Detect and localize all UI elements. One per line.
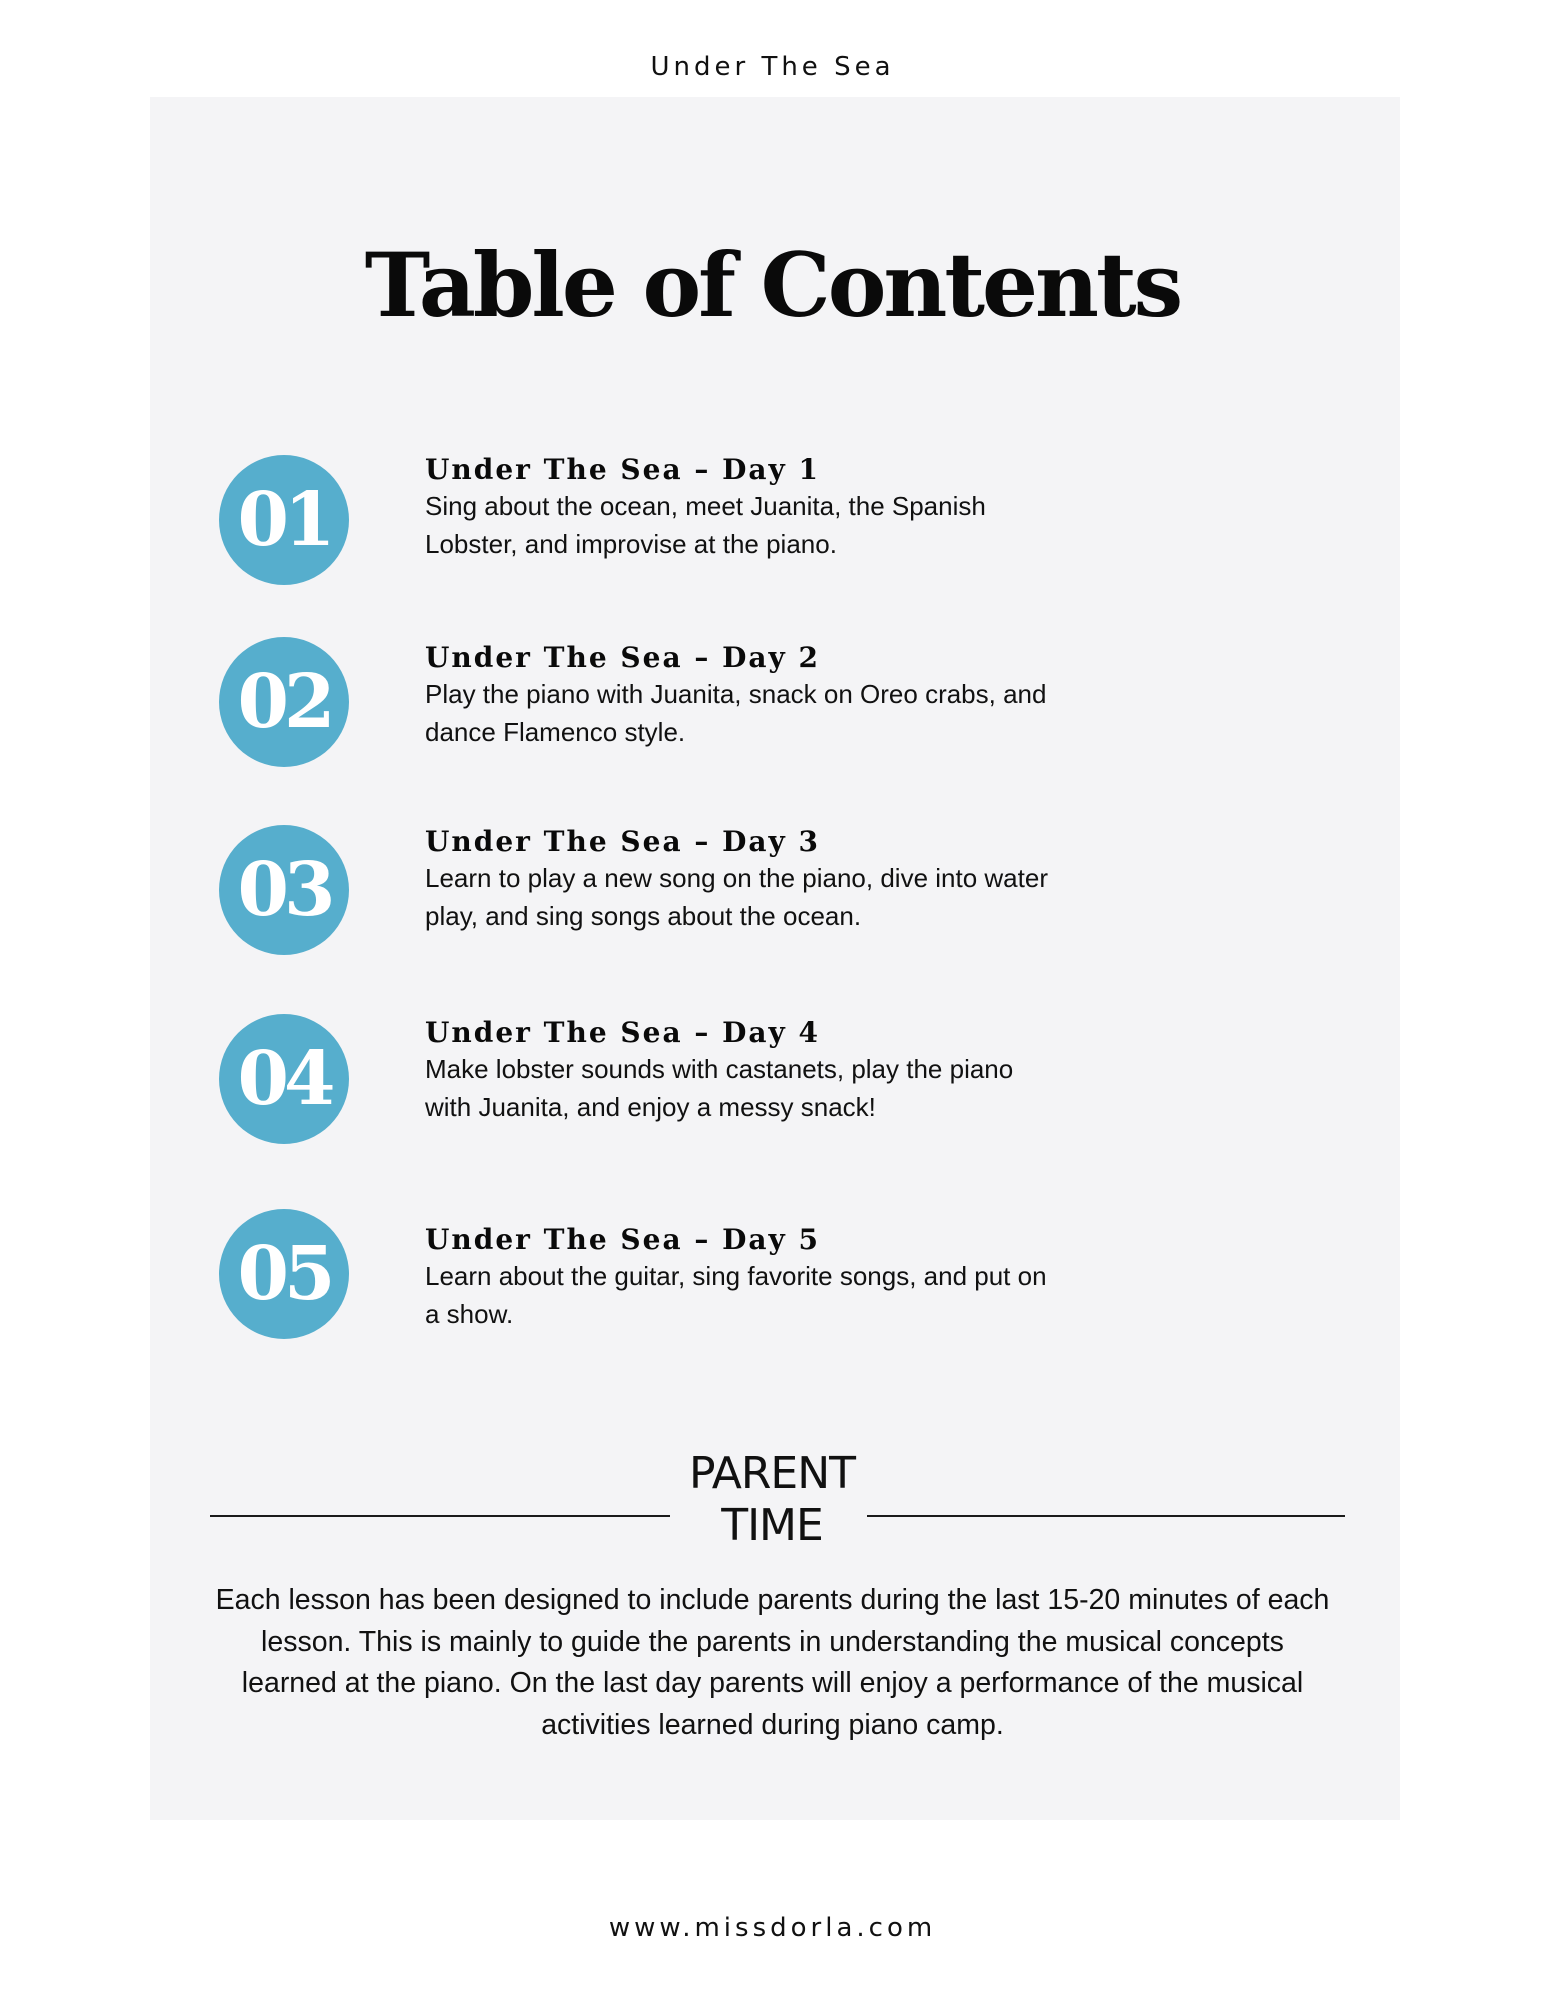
parent-time-body: Each lesson has been designed to include parents during the last 15-20 minutes of each lesson. This is mainly to guide the parents in understanding the musical concepts learned at the piano. On the last day parents will enjoy a performance of the musical activities learned during piano camp. xyxy=(215,1584,1330,1741)
entry-number-badge: 02 xyxy=(219,637,349,767)
divider-left xyxy=(210,1515,670,1517)
entry-number-badge: 03 xyxy=(219,825,349,955)
entry-description: Sing about the ocean, meet Juanita, the Spanish Lobster, and improvise at the piano. xyxy=(425,491,986,559)
parent-time-heading-line2: TIME xyxy=(721,1500,823,1551)
toc-entry-day-1 xyxy=(0,445,1545,585)
entry-title: Under The Sea – Day 4 xyxy=(425,1016,821,1049)
entry-description: Learn about the guitar, sing favorite songs, and put on a show. xyxy=(425,1261,1047,1329)
entry-title: Under The Sea – Day 3 xyxy=(425,825,821,858)
page-title: Table of Contents xyxy=(364,233,1181,337)
entry-title: Under The Sea – Day 5 xyxy=(425,1223,821,1256)
footer-url[interactable]: www.missdorla.com xyxy=(608,1913,937,1943)
entry-number-badge: 01 xyxy=(219,455,349,585)
page-header: Under The Sea xyxy=(650,52,895,82)
entry-title: Under The Sea – Day 1 xyxy=(425,453,821,486)
entry-number-badge: 05 xyxy=(219,1209,349,1339)
entry-title: Under The Sea – Day 2 xyxy=(425,641,821,674)
toc-entry-day-5 xyxy=(0,1215,1545,1355)
entry-description: Learn to play a new song on the piano, dive into water play, and sing songs about the ocean. xyxy=(425,863,1048,931)
divider-right xyxy=(867,1515,1345,1517)
toc-entry-day-3 xyxy=(0,817,1545,957)
parent-time-heading xyxy=(672,1448,872,1552)
parent-time-heading-line1: PARENT xyxy=(689,1448,855,1499)
entry-description: Play the piano with Juanita, snack on Oreo crabs, and dance Flamenco style. xyxy=(425,679,1047,747)
toc-entry-day-2 xyxy=(0,633,1545,773)
content-panel xyxy=(150,97,1400,1820)
entry-number-badge: 04 xyxy=(219,1014,349,1144)
toc-entry-day-4 xyxy=(0,1008,1545,1148)
entry-description: Make lobster sounds with castanets, play the piano with Juanita, and enjoy a messy snack! xyxy=(425,1054,1014,1122)
